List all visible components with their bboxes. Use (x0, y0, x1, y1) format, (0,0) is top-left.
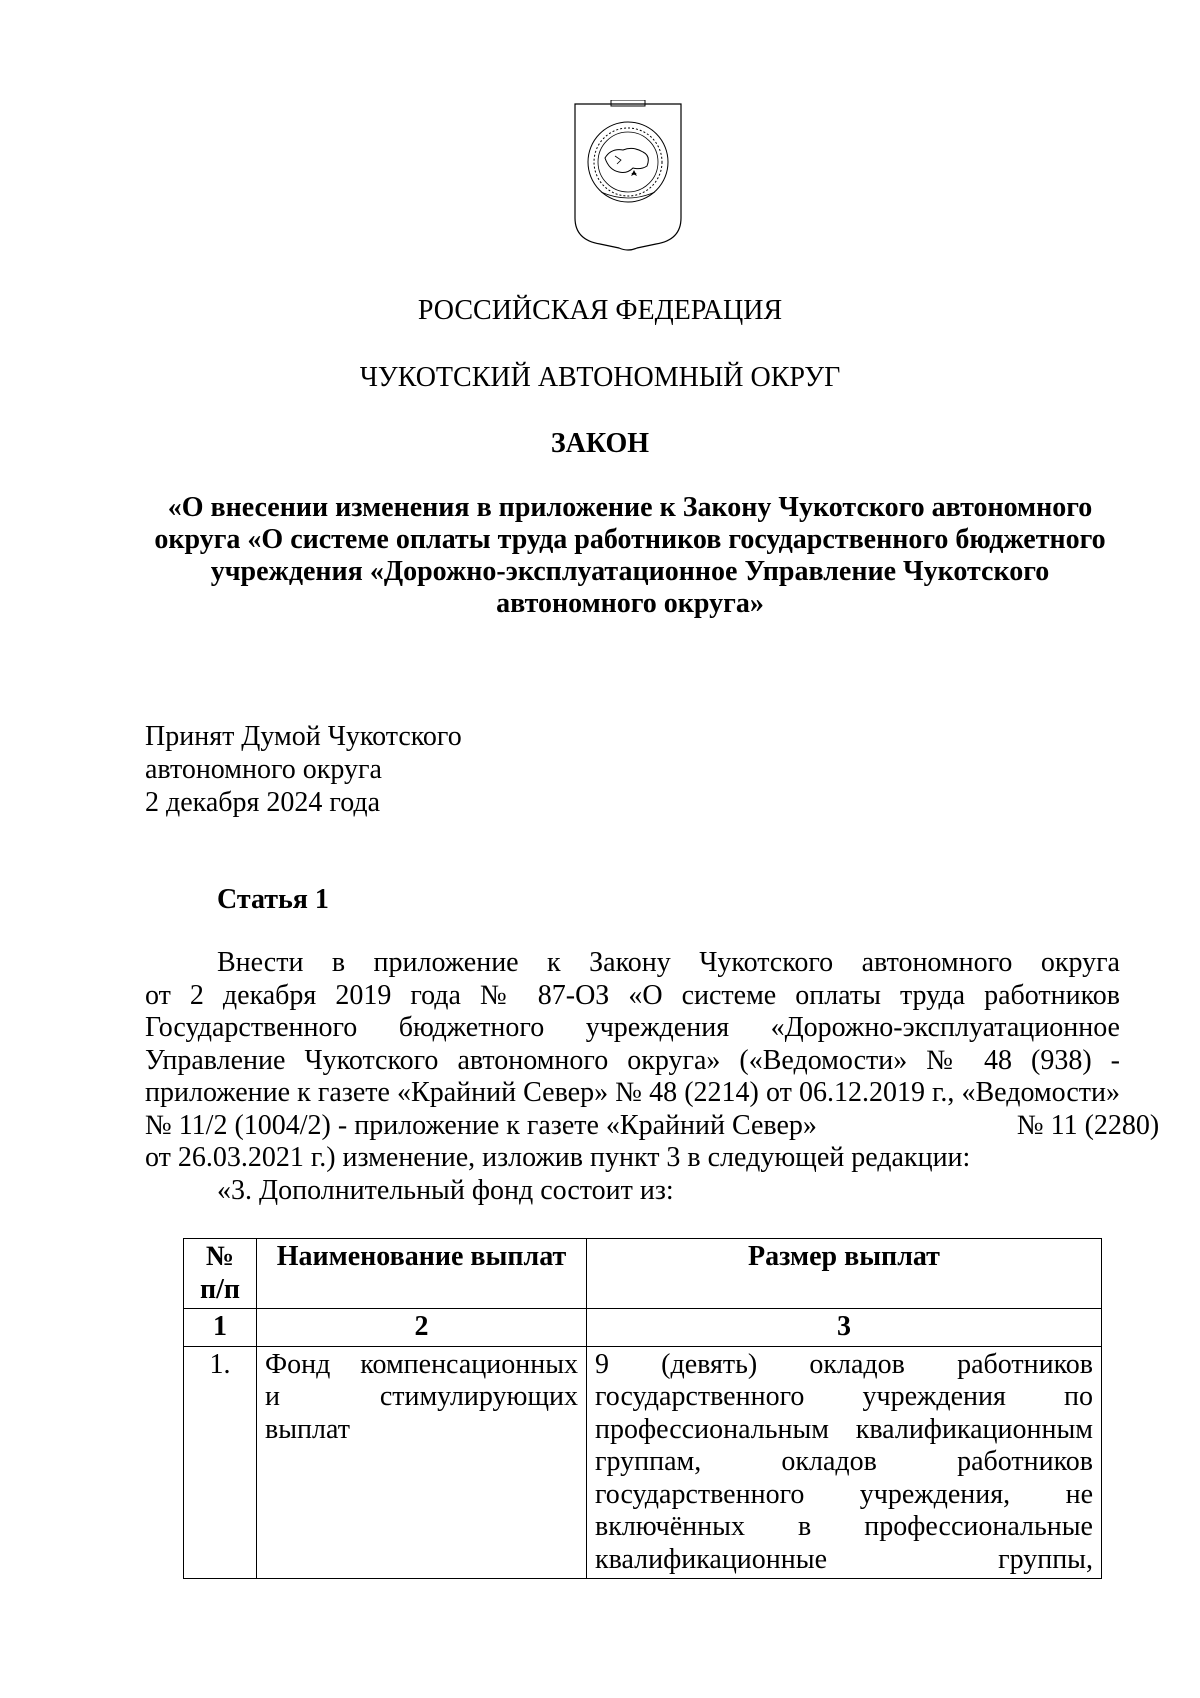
payment-size-line: квалификационные группы, (595, 1543, 1093, 1575)
country-name: РОССИЙСКАЯ ФЕДЕРАЦИЯ (417, 295, 783, 326)
law-title-line: автономного округа» (496, 588, 764, 619)
adoption-info (145, 720, 462, 819)
article-line: приложение к газете «Крайний Север» № 48 (2214) от 06.12.2019 г., «Ведомости» (145, 1077, 1120, 1108)
adoption-line: автономного округа (145, 754, 382, 785)
article-body (145, 947, 1160, 1207)
column-header-size: Размер выплат (587, 1239, 1102, 1309)
article-line: от 26.03.2021 г.) изменение, изложив пункт 3 в следующей редакции: (145, 1142, 971, 1173)
payment-size-line: профессиональным квалификационным (595, 1413, 1093, 1445)
table-numbering-row (184, 1309, 1102, 1347)
payment-size (587, 1346, 1102, 1579)
payment-size-line: государственного учреждения по (595, 1381, 1093, 1412)
payment-name-line: Фонд компенсационных (265, 1348, 578, 1380)
payment-name-line: и стимулирующих (265, 1381, 578, 1412)
column-header-name: Наименование выплат (257, 1239, 587, 1309)
payment-size-line: группам, окладов работников (595, 1446, 1093, 1477)
region-name: ЧУКОТСКИЙ АВТОНОМНЫЙ ОКРУГ (359, 362, 841, 393)
table-row (184, 1346, 1102, 1579)
article-heading: Статья 1 (217, 884, 329, 915)
adoption-line: 2 декабря 2024 года (145, 787, 381, 818)
article-line-part: № 11/2 (1004/2) - приложение к газете «Крайний Север» (145, 1109, 817, 1141)
article-line: «3. Дополнительный фонд состоит из: (217, 1174, 674, 1206)
payment-size-line: включённых в профессиональные (595, 1511, 1093, 1542)
law-title (140, 492, 1120, 620)
payment-size-line: государственного учреждения, не (595, 1478, 1093, 1510)
article-line-part: № 11 (2280) (1016, 1109, 1160, 1141)
article-line: Государственного бюджетного учреждения «Дорожно-эксплуатационное (145, 1012, 1120, 1043)
adoption-line: Принят Думой Чукотского (145, 721, 462, 752)
law-title-line: «О внесении изменения в приложение к Закону Чукотского автономного (167, 492, 1093, 523)
law-title-line: округа «О системе оплаты труда работников государственного бюджетного (154, 524, 1106, 555)
row-number: 1. (184, 1346, 257, 1579)
document-type: ЗАКОН (550, 428, 650, 459)
coat-of-arms-icon (571, 100, 685, 258)
payments-table (183, 1238, 1102, 1579)
payment-name (257, 1346, 587, 1579)
article-line (145, 1109, 1160, 1143)
payment-name-line: выплат (265, 1413, 350, 1445)
table-header-row (184, 1239, 1102, 1309)
article-line: от 2 декабря 2019 года № 87-ОЗ «О системе оплаты труда работников (145, 979, 1120, 1011)
column-number: 2 (257, 1309, 587, 1347)
article-line: Управление Чукотского автономного округа» («Ведомости» № 48 (938) - (145, 1044, 1120, 1076)
column-number: 1 (184, 1309, 257, 1347)
column-header-number: № п/п (184, 1239, 257, 1309)
column-number: 3 (587, 1309, 1102, 1347)
article-line: Внести в приложение к Закону Чукотского автономного округа (217, 947, 1120, 978)
payment-size-line: 9 (девять) окладов работников (595, 1348, 1093, 1380)
law-title-line: учреждения «Дорожно-эксплуатационное Управление Чукотского (210, 556, 1050, 587)
